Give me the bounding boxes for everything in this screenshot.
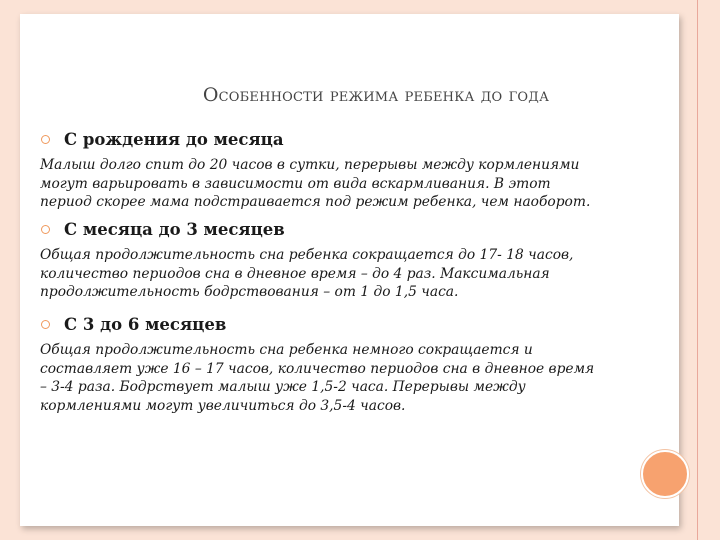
slide-title: Особенности режима ребенка до года bbox=[202, 84, 550, 106]
bullet-circle-icon bbox=[41, 135, 50, 144]
section-month-to-3-months bbox=[40, 220, 640, 302]
section-heading-text: С месяца до 3 месяцев bbox=[64, 220, 285, 239]
slide-card bbox=[20, 14, 679, 526]
section-heading bbox=[40, 130, 640, 149]
decorative-vertical-rule bbox=[697, 0, 698, 540]
section-3-to-6-months bbox=[40, 315, 640, 415]
section-heading bbox=[40, 315, 640, 334]
bullet-circle-icon bbox=[41, 225, 50, 234]
section-text: Общая продолжительность сна ребенка немного сокращается и составляет уже 16 – 17 часов, количество периодов сна в дневное время – 3-4 раза. Бодрствует малыш уже 1,5-2 часа. Перерывы между кормлениями могут увеличиться до 3,5-4 часов. bbox=[40, 342, 595, 414]
section-heading bbox=[40, 220, 640, 239]
section-text: Общая продолжительность сна ребенка сокращается до 17- 18 часов, количество периодов сна в дневное время – до 4 раз. Максимальная продолжительность бодрствования – от 1 до 1,5 часа. bbox=[40, 247, 574, 300]
bullet-circle-icon bbox=[41, 320, 50, 329]
section-text: Малыш долго спит до 20 часов в сутки, перерывы между кормлениями могут варьировать в зависимости от вида вскармливания. В этот период скорее мама подстраивается под режим ребенка, чем наоборот. bbox=[40, 157, 591, 210]
section-heading-text: С рождения до месяца bbox=[64, 130, 284, 149]
decorative-orange-circle bbox=[641, 450, 689, 498]
section-birth-to-month bbox=[40, 130, 640, 212]
section-heading-text: С 3 до 6 месяцев bbox=[64, 315, 227, 334]
